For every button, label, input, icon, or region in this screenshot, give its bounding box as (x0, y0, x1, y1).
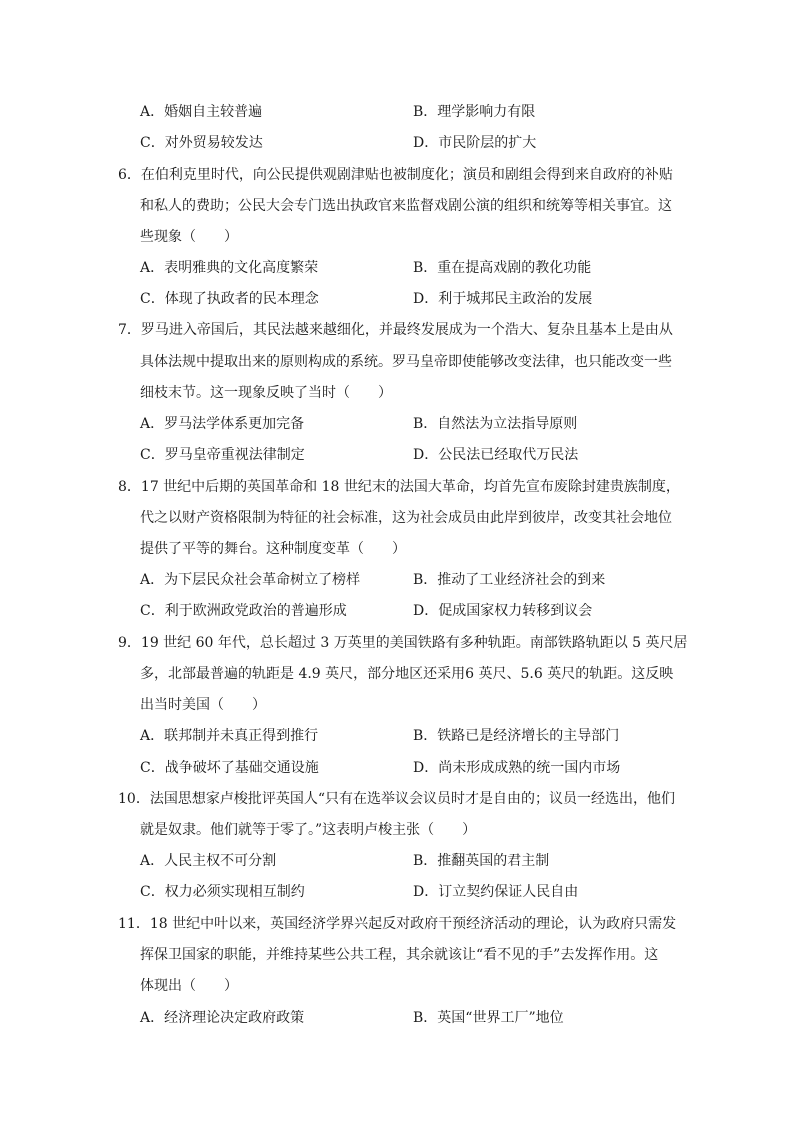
option-c: C．体现了执政者的民本理念 (140, 291, 319, 307)
option-a: A．表明雅典的文化高度繁荣 (140, 260, 319, 276)
question-number: 7． (118, 322, 141, 338)
option-b: B．铁路已是经济增长的主导部门 (413, 728, 620, 744)
question-11-stem-line-2: 挥保卫国家的职能，并维持某些公共工程，其余就该让“看不见的手”去发挥作用。这 (140, 947, 659, 963)
question-9-stem-line-1: 9．19 世纪 60 年代，总长超过 3 万英里的美国铁路有多种轨距。南部铁路轨距以 5 英尺居 (118, 635, 688, 651)
option-d: D．尚未形成成熟的统一国内市场 (413, 760, 621, 776)
question-9-stem-line-2: 多，北部最普遍的轨距是 4.9 英尺，部分地区还采用6 英尺、5.6 英尺的轨距。这反映 (140, 666, 674, 682)
question-8-stem-line-2: 代之以财产资格限制为特征的社会标准，这为社会成员由此岸到彼岸，改变其社会地位 (140, 510, 672, 526)
option-a: A．罗马法学体系更加完备 (140, 416, 305, 432)
question-number: 10． (118, 791, 150, 807)
option-d: D．市民阶层的扩大 (413, 135, 537, 151)
option-a: A．为下层民众社会革命树立了榜样 (140, 572, 361, 588)
question-7-stem-line-2: 具体法规中提取出来的原则构成的系统。罗马皇帝即使能够改变法律，也只能改变一些 (140, 354, 672, 370)
question-number: 6． (118, 167, 141, 183)
question-10-stem-line-2: 就是奴隶。他们就等于零了。”这表明卢梭主张（ ） (140, 822, 477, 838)
option-c: C．权力必须实现相互制约 (140, 884, 305, 900)
question-number: 11． (118, 916, 150, 932)
option-b: B．理学影响力有限 (413, 104, 536, 120)
question-7-stem-line-3: 细枝末节。这一现象反映了当时（ ） (140, 385, 392, 401)
option-c: C．对外贸易较发达 (140, 135, 263, 151)
question-6-stem-line-1: 6．在伯利克里时代，向公民提供观剧津贴也被制度化；演员和剧组会得到来自政府的补贴 (118, 167, 673, 183)
option-a: A．经济理论决定政府政策 (140, 1010, 305, 1026)
question-8-stem-line-1: 8．17 世纪中后期的英国革命和 18 世纪末的法国大革命，均首先宣布废除封建贵族制度， (118, 479, 680, 495)
option-d: D．利于城邦民主政治的发展 (413, 291, 593, 307)
option-d: D．促成国家权力转移到议会 (413, 603, 593, 619)
question-number: 9． (118, 635, 141, 651)
option-a: A．人民主权不可分割 (140, 853, 277, 869)
question-10-stem-line-1: 10．法国思想家卢梭批评英国人“只有在选举议会议员时才是自由的；议员一经选出，他们 (118, 791, 675, 807)
option-c: C．战争破坏了基础交通设施 (140, 760, 319, 776)
option-b: B．自然法为立法指导原则 (413, 416, 578, 432)
option-b: B．推动了工业经济社会的到来 (413, 572, 606, 588)
question-11-stem-line-1: 11．18 世纪中叶以来，英国经济学界兴起反对政府干预经济活动的理论，认为政府只需发 (118, 916, 677, 932)
option-b: B．重在提高戏剧的教化功能 (413, 260, 592, 276)
option-c: C．罗马皇帝重视法律制定 (140, 447, 305, 463)
option-b: B．英国“世界工厂”地位 (413, 1010, 564, 1026)
question-6-stem-line-3: 些现象（ ） (140, 229, 238, 245)
option-a: A．联邦制并未真正得到推行 (140, 728, 319, 744)
question-11-stem-line-3: 体现出（ ） (140, 978, 238, 994)
question-number: 8． (118, 479, 141, 495)
option-a: A．婚姻自主较普遍 (140, 104, 263, 120)
option-b: B．推翻英国的君主制 (413, 853, 550, 869)
option-c: C．利于欧洲政党政治的普遍形成 (140, 603, 347, 619)
question-7-stem-line-1: 7．罗马进入帝国后，其民法越来越细化，并最终发展成为一个浩大、复杂且基本上是由从 (118, 322, 673, 338)
question-9-stem-line-3: 出当时美国（ ） (140, 697, 266, 713)
option-d: D．订立契约保证人民自由 (413, 884, 579, 900)
question-6-stem-line-2: 和私人的费助；公民大会专门选出执政官来监督戏剧公演的组织和统筹等相关事宜。这 (140, 198, 672, 214)
option-d: D．公民法已经取代万民法 (413, 447, 579, 463)
question-8-stem-line-3: 提供了平等的舞台。这种制度变革（ ） (140, 541, 406, 557)
